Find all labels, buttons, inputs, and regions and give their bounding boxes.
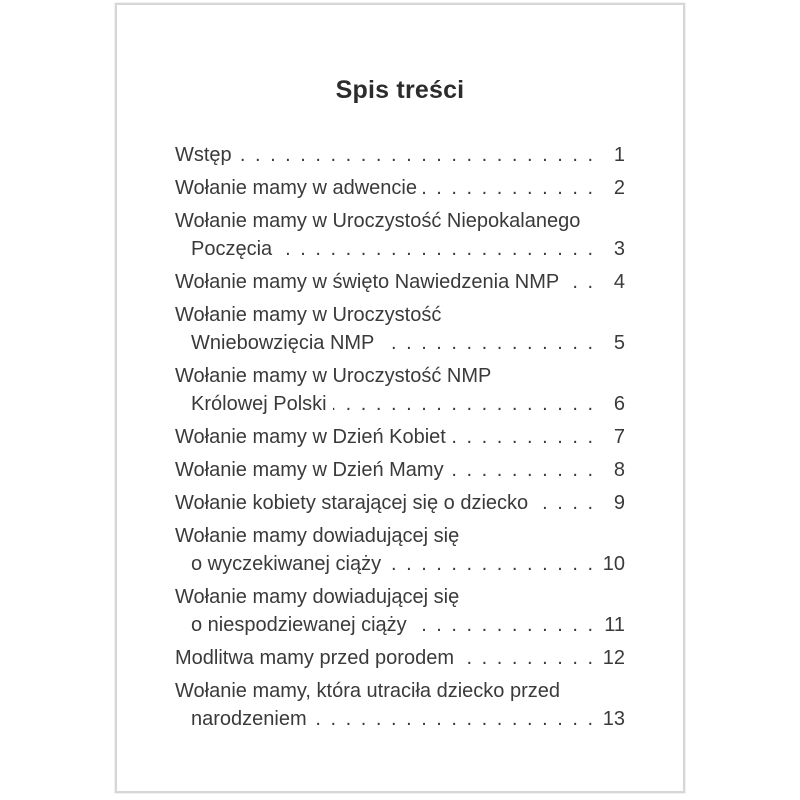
toc-line [175, 329, 625, 357]
dot-leader [450, 456, 593, 484]
dot-leader [565, 268, 593, 296]
toc-page-number: 5 [613, 332, 625, 354]
dot-leader [460, 644, 593, 672]
toc-line [175, 362, 625, 390]
toc-entry-text: Wołanie mamy dowiadującej się [175, 586, 460, 608]
toc-line [175, 550, 625, 578]
toc-entry-text: Wołanie mamy w Uroczystość Niepokalanego [175, 210, 581, 232]
toc-entry [175, 301, 625, 357]
toc-entry [175, 268, 625, 296]
toc-entry [175, 489, 625, 517]
toc-entry-text: Królowej Polski [191, 393, 327, 415]
toc-entry [175, 644, 625, 672]
toc-entry-text: Wołanie mamy w adwencie [175, 177, 417, 199]
toc-page-number: 2 [613, 177, 625, 199]
toc-line [175, 456, 625, 484]
toc-page-number: 9 [613, 492, 625, 514]
toc-entry-text: narodzeniem [191, 708, 307, 730]
dot-leader [452, 423, 593, 451]
toc-line [175, 174, 625, 202]
toc-page-number: 11 [604, 614, 625, 636]
toc-entry-text: Wołanie mamy w Dzień Mamy [175, 459, 444, 481]
toc-entry-text: Wołanie mamy w Uroczystość [175, 304, 442, 326]
toc-page-number: 4 [613, 271, 625, 293]
toc-entry-text: Wołanie mamy, która utraciła dziecko przed [175, 680, 560, 702]
dot-leader [238, 141, 593, 169]
dot-leader [534, 489, 593, 517]
toc-entry-text: Poczęcia [191, 238, 273, 260]
toc-line [175, 583, 625, 611]
toc-page-number: 3 [613, 238, 625, 260]
toc-entry [175, 522, 625, 578]
dot-leader [313, 705, 593, 733]
toc-entry-text: Wołanie mamy w Uroczystość NMP [175, 365, 492, 387]
toc-page-number: 12 [602, 647, 625, 669]
dot-leader [278, 235, 593, 263]
toc-page-number: 6 [613, 393, 625, 415]
toc-line [175, 611, 625, 639]
toc-entry [175, 207, 625, 263]
toc-entry [175, 583, 625, 639]
page-title: Spis treści [335, 76, 465, 104]
toc-page-number: 7 [613, 426, 625, 448]
toc-entry-text: Wołanie kobiety starającej się o dziecko [175, 492, 529, 514]
toc-entry-text: Modlitwa mamy przed porodem [175, 647, 454, 669]
toc-line [175, 423, 625, 451]
dot-leader [423, 174, 593, 202]
toc-line [175, 677, 625, 705]
toc-line [175, 522, 625, 550]
toc-line [175, 301, 625, 329]
toc-line [175, 268, 625, 296]
toc-entry-text: o wyczekiwanej ciąży [191, 553, 382, 575]
book-page [115, 3, 685, 793]
toc-line [175, 489, 625, 517]
dot-leader [380, 329, 593, 357]
toc-entry-text: Wstęp [175, 144, 232, 166]
toc-entry [175, 362, 625, 418]
toc-entry-text: Wniebowzięcia NMP [191, 332, 375, 354]
toc-line [175, 235, 625, 263]
toc-line [175, 207, 625, 235]
toc-entry-text: Wołanie mamy w Dzień Kobiet [175, 426, 446, 448]
toc-entry-text: o niespodziewanej ciąży [191, 614, 407, 636]
toc-entry [175, 677, 625, 733]
toc-page-number: 10 [602, 553, 625, 575]
toc-entry-text: Wołanie mamy dowiadującej się [175, 525, 460, 547]
toc-line [175, 390, 625, 418]
toc-entry [175, 141, 625, 169]
dot-leader [333, 390, 593, 418]
toc-entry-text: Wołanie mamy w święto Nawiedzenia NMP [175, 271, 560, 293]
dot-leader [413, 611, 593, 639]
toc-list [117, 141, 683, 733]
toc-entry [175, 423, 625, 451]
toc-entry [175, 174, 625, 202]
toc-line [175, 141, 625, 169]
toc-page-number: 1 [613, 144, 625, 166]
dot-leader [387, 550, 593, 578]
toc-page-number: 13 [602, 708, 625, 730]
toc-entry [175, 456, 625, 484]
toc-page-number: 8 [613, 459, 625, 481]
toc-line [175, 705, 625, 733]
toc-line [175, 644, 625, 672]
